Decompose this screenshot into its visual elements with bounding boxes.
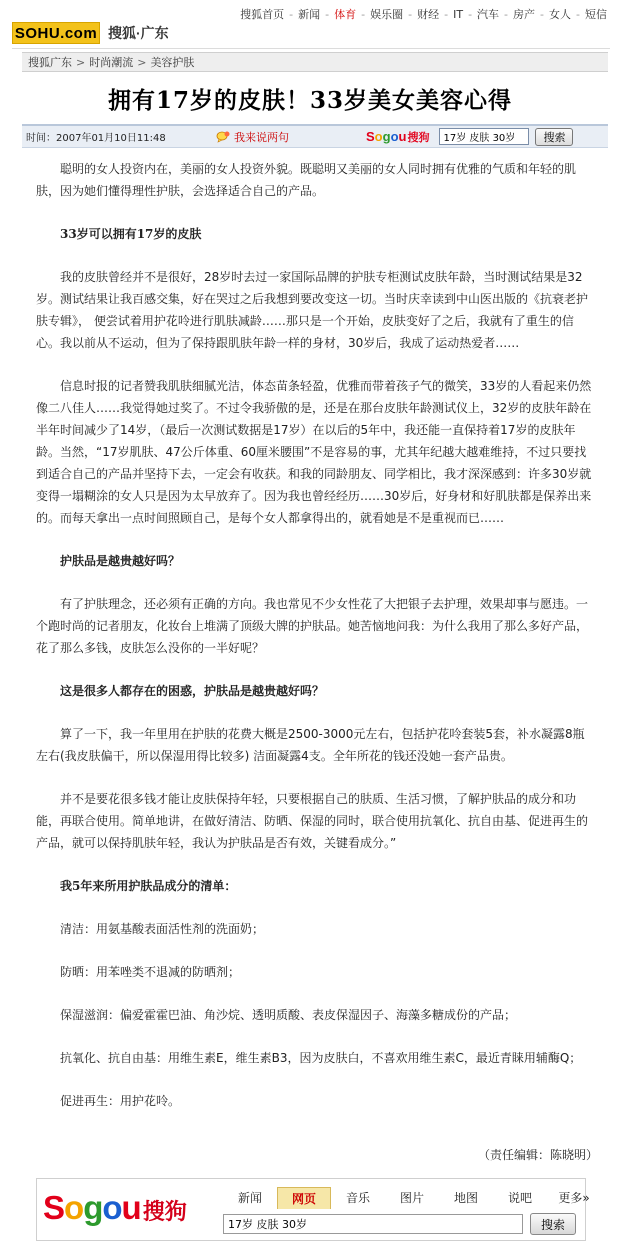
article-paragraph: 并不是要花很多钱才能让皮肤保持年轻，只要根据自己的肤质、生活习惯，了解护肤品的成分和功能，再联合使用。简单地讲，在做好清洁、防晒、保湿的同时，联合使用抗氧化、抗自由基、促进再生的产品，就可以保持肌肤年轻，我认为护肤品是否有效，关键看成分。”: [36, 792, 589, 850]
top-nav: [235, 6, 612, 22]
nav-separator: -: [361, 7, 366, 21]
breadcrumb-item-fashion[interactable]: 时尚潮流: [89, 56, 134, 69]
article-paragraph: 算了一下，我一年里用在护肤的花费大概是2500-3000元左右，包括护花呤套装5套，补水凝露8瓶左右(我皮肤偏干，所以保湿用得比较多) 洁面凝露4支。全年所花的钱还没她一套产品贵。: [36, 727, 585, 763]
article-paragraph: 我的皮肤曾经并不是很好，28岁时去过一家国际品牌的护肤专柜测试皮肤年龄，当时测试结果是32岁。测试结果让我百感交集，好在哭过之后我想到要改变这一切。当时庆幸读到中山医出版的《抗衰老护肤专辑》， 便尝试着用护花呤进行肌肤减龄……那只是一个开始，皮肤变好了之后，我就有了重生的信心。我以前从不运动，但为了保持跟肌肤年龄一样的身材，30岁后，我成了运动热爱者……: [36, 270, 589, 350]
nav-item-sports[interactable]: 体育: [334, 8, 357, 21]
nav-separator: -: [289, 7, 294, 21]
tab-more[interactable]: 更多»: [558, 1191, 590, 1205]
sogou-small-text: Sogou: [366, 128, 407, 144]
nav-item-house[interactable]: 房产: [513, 8, 536, 21]
nav-separator: -: [468, 7, 473, 21]
tab-web[interactable]: 网页: [277, 1187, 331, 1209]
search-tabs: [223, 1187, 601, 1209]
breadcrumb-separator: >: [76, 55, 86, 69]
sogou-large-cn: 搜狗: [142, 1200, 187, 1225]
article-subheading: 这是很多人都存在的困惑，护肤品是越贵越好吗？: [60, 684, 325, 698]
nav-separator: -: [576, 7, 580, 21]
sogou-small-cn: 搜狗: [407, 131, 430, 144]
ingredient-item: 清洁：用氨基酸表面活性剂的洗面奶；: [60, 922, 265, 936]
bottom-search-button[interactable]: 搜索: [530, 1213, 576, 1235]
tab-music[interactable]: 音乐: [345, 1191, 370, 1205]
comment-label: 我来说两句: [234, 130, 289, 144]
nav-separator: -: [444, 7, 449, 21]
bottom-search-input[interactable]: [223, 1214, 523, 1234]
ingredient-item: 防晒：用苯唑类不退减的防晒剂；: [60, 965, 241, 979]
ingredient-item: 保湿滋润：偏爱霍霍巴油、角沙烷、透明质酸、表皮保湿因子、海藻多糖成份的产品；: [60, 1008, 517, 1022]
article-paragraph: 有了护肤理念，还必须有正确的方向。我也常见不少女性花了大把银子去护理，效果却事与愿违。一个跑时尚的记者朋友，化妆台上堆满了顶级大牌的护肤品。她苦恼地问我：为什么我用了那么多好产品，花了那么多钱，皮肤怎么没你的一半好呢？: [36, 597, 589, 655]
header-divider: [12, 48, 610, 49]
ingredient-item: 抗氧化、抗自由基：用维生素E，维生素B3，因为皮肤白，不喜欢用维生素C，最近青睐用辅酶Q；: [60, 1051, 582, 1065]
nav-item-home[interactable]: 搜狐首页: [240, 8, 285, 21]
breadcrumb-separator: >: [137, 55, 147, 69]
tab-news[interactable]: 新闻: [237, 1191, 262, 1205]
tab-map[interactable]: 地图: [453, 1191, 478, 1205]
nav-item-sms[interactable]: 短信: [585, 8, 607, 21]
article-body: [36, 158, 596, 1133]
breadcrumb: [22, 52, 608, 72]
nav-item-auto[interactable]: 汽车: [477, 8, 500, 21]
nav-separator: -: [504, 7, 509, 21]
nav-item-news[interactable]: 新闻: [298, 8, 321, 21]
sohu-logo[interactable]: SOHU.com: [12, 22, 100, 44]
breadcrumb-item-guangdong[interactable]: 搜狐广东: [28, 56, 72, 69]
article-paragraph: 聪明的女人投资内在，美丽的女人投资外貌。既聪明又美丽的女人同时拥有优雅的气质和年轻的肌肤，因为她们懂得理性护肤，会选择适合自己的产品。: [36, 162, 577, 198]
nav-item-it[interactable]: IT: [453, 7, 464, 21]
nav-separator: -: [408, 7, 413, 21]
info-search-input[interactable]: [439, 128, 529, 145]
nav-separator: -: [325, 7, 330, 21]
responsible-editor: （责任编辑：陈晓明）: [477, 1148, 598, 1162]
ingredient-item: 促进再生：用护花呤。: [60, 1094, 181, 1108]
page-title: 拥有17岁的皮肤！33岁美女美容心得: [107, 87, 512, 114]
sogou-logo-small[interactable]: [366, 129, 429, 145]
top-header: [0, 0, 620, 48]
nav-separator: -: [540, 7, 545, 21]
article-subheading: 我5年来所用护肤品成分的清单：: [60, 879, 237, 893]
info-search-button[interactable]: 搜索: [535, 128, 573, 146]
nav-item-finance[interactable]: 财经: [417, 8, 440, 21]
breadcrumb-item-beauty[interactable]: 美容护肤: [150, 56, 195, 69]
tab-images[interactable]: 图片: [399, 1191, 424, 1205]
article-subheading: 33岁可以拥有17岁的皮肤: [60, 227, 202, 241]
nav-item-women[interactable]: 女人: [549, 8, 572, 21]
sogou-logo-large[interactable]: [43, 1189, 187, 1227]
publish-time: 时间：2007年01月10日11:48: [26, 133, 166, 144]
comment-bubble-icon: [216, 131, 230, 143]
tab-shuoba[interactable]: 说吧: [507, 1191, 532, 1205]
logo-area: [12, 22, 169, 44]
bottom-search-box: [36, 1178, 590, 1241]
site-name[interactable]: 搜狐·广东: [108, 25, 169, 41]
comment-link[interactable]: [216, 129, 366, 145]
sogou-large-text: Sogou: [43, 1189, 141, 1226]
info-bar: [22, 124, 608, 148]
article-subheading: 护肤品是越贵越好吗？: [60, 554, 181, 568]
article-paragraph: 信息时报的记者赞我肌肤细腻光洁，体态苗条轻盈，优雅而带着孩子气的微笑，33岁的人看起来仍然像二八佳人……我觉得她过奖了。不过令我骄傲的是，还是在那台皮肤年龄测试仪上，32岁的皮肤年龄在半年时间减少了14岁，（最后一次测试数据是17岁）在以后的5年中，我还能一直保持着17岁的皮肤年龄。当然，“17岁肌肤、47公斤体重、60厘米腰围”不是容易的事，尤其年纪越大越难维持，不过只要找到适合自己的产品并坚持下去，一定会有收获。和我的同龄朋友、同学相比，我才深深感到：许多30岁就变得一塌糊涂的女人只是因为太早放弃了。因为我也曾经经历……30岁后，好身材和好肌肤都是保养出来的。而每天拿出一点时间照顾自己，是每个女人都拿得出的，就看她是不是重视而已……: [36, 379, 592, 525]
nav-item-entertainment[interactable]: 娱乐圈: [370, 8, 404, 21]
